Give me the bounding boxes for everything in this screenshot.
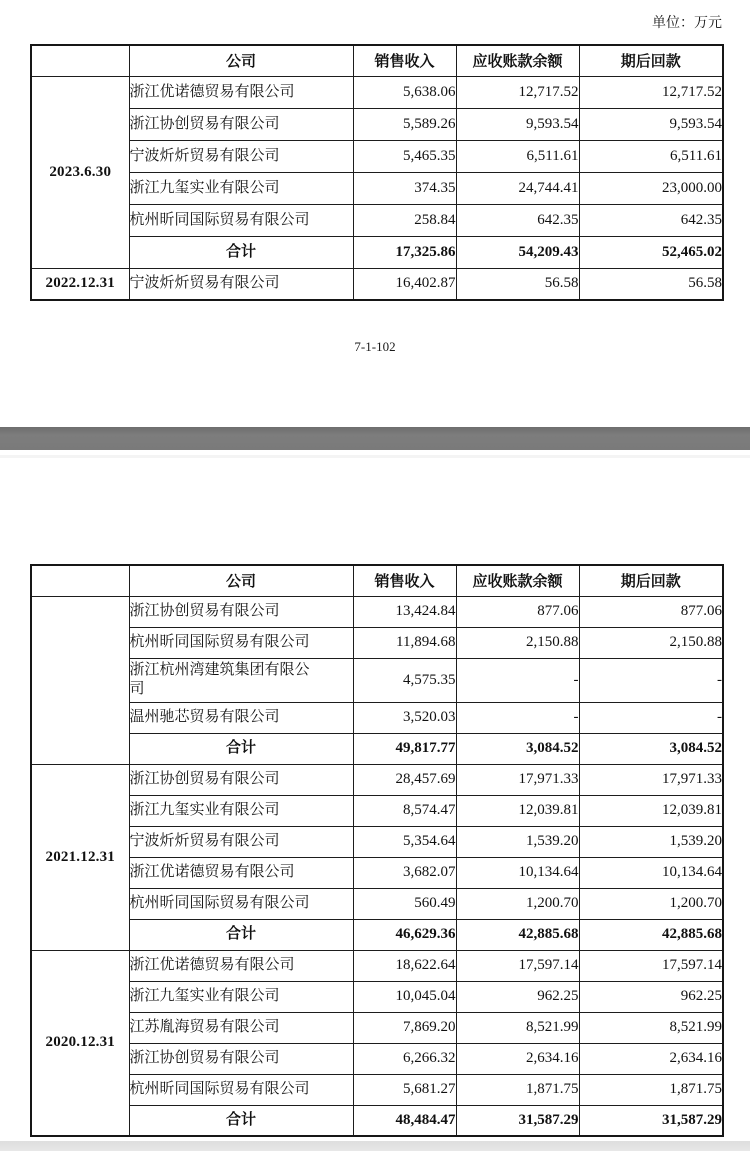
receivable-cell: 962.25: [456, 981, 579, 1012]
company-cell: 浙江九玺实业有限公司: [129, 981, 353, 1012]
receivable-cell: -: [456, 658, 579, 702]
collection-cell: 1,200.70: [579, 888, 723, 919]
total-row: [31, 919, 723, 950]
receivable-cell: 1,539.20: [456, 826, 579, 857]
company-cell: 浙江协创贸易有限公司: [129, 596, 353, 627]
company-cell: 宁波炘炘贸易有限公司: [129, 140, 353, 172]
sales-cell: 6,266.32: [353, 1043, 456, 1074]
company-cell: 浙江优诺德贸易有限公司: [129, 76, 353, 108]
collection-cell: -: [579, 702, 723, 733]
sales-cell: 28,457.69: [353, 764, 456, 795]
total-row: [31, 236, 723, 268]
receivable-cell: 10,134.64: [456, 857, 579, 888]
table-row: [31, 1074, 723, 1105]
receivable-cell: 2,634.16: [456, 1043, 579, 1074]
sales-cell: 5,589.26: [353, 108, 456, 140]
receivable-cell: 877.06: [456, 596, 579, 627]
receivable-total-cell: 3,084.52: [456, 733, 579, 764]
receivable-cell: 2,150.88: [456, 627, 579, 658]
period-cell: [31, 596, 129, 764]
receivables-table-page1: [30, 44, 724, 301]
collection-cell: 12,039.81: [579, 795, 723, 826]
collection-cell: 9,593.54: [579, 108, 723, 140]
total-row: [31, 733, 723, 764]
sales-cell: 13,424.84: [353, 596, 456, 627]
table-row: [31, 888, 723, 919]
collection-total-cell: 31,587.29: [579, 1105, 723, 1136]
viewer-background-strip: [0, 1141, 750, 1151]
header-collection: 期后回款: [579, 45, 723, 76]
table-row: [31, 1043, 723, 1074]
company-cell: 杭州昕同国际贸易有限公司: [129, 627, 353, 658]
company-cell: 浙江九玺实业有限公司: [129, 172, 353, 204]
collection-cell: 17,971.33: [579, 764, 723, 795]
table-row: [31, 981, 723, 1012]
collection-cell: 962.25: [579, 981, 723, 1012]
table-row: [31, 950, 723, 981]
company-cell: 浙江优诺德贸易有限公司: [129, 950, 353, 981]
header-collection: 期后回款: [579, 565, 723, 596]
collection-cell: -: [579, 658, 723, 702]
collection-cell: 877.06: [579, 596, 723, 627]
collection-cell: 6,511.61: [579, 140, 723, 172]
collection-cell: 1,539.20: [579, 826, 723, 857]
total-label: 合计: [129, 919, 353, 950]
receivable-cell: 12,039.81: [456, 795, 579, 826]
page-break-bar: [0, 427, 750, 450]
sales-cell: 5,354.64: [353, 826, 456, 857]
company-cell: 浙江杭州湾建筑集团有限公司: [129, 658, 353, 702]
collection-total-cell: 42,885.68: [579, 919, 723, 950]
collection-cell: 2,150.88: [579, 627, 723, 658]
receivable-total-cell: 54,209.43: [456, 236, 579, 268]
table-row: [31, 140, 723, 172]
header-period-cell: [31, 565, 129, 596]
table-row: [31, 108, 723, 140]
header-company: 公司: [129, 45, 353, 76]
table-row: [31, 172, 723, 204]
sales-total-cell: 48,484.47: [353, 1105, 456, 1136]
collection-cell: 642.35: [579, 204, 723, 236]
period-cell: 2020.12.31: [31, 950, 129, 1136]
table-header-row: [31, 45, 723, 76]
table-header-row: [31, 565, 723, 596]
receivable-cell: 9,593.54: [456, 108, 579, 140]
sales-cell: 5,465.35: [353, 140, 456, 172]
sales-cell: 18,622.64: [353, 950, 456, 981]
receivable-cell: 12,717.52: [456, 76, 579, 108]
collection-cell: 12,717.52: [579, 76, 723, 108]
table-row: [31, 1012, 723, 1043]
collection-total-cell: 3,084.52: [579, 733, 723, 764]
table-row: [31, 764, 723, 795]
collection-cell: 8,521.99: [579, 1012, 723, 1043]
total-label: 合计: [129, 1105, 353, 1136]
total-label: 合计: [129, 236, 353, 268]
unit-label: 单位：万元: [652, 16, 722, 31]
header-company: 公司: [129, 565, 353, 596]
header-period-cell: [31, 45, 129, 76]
receivable-total-cell: 31,587.29: [456, 1105, 579, 1136]
company-cell: 杭州昕同国际贸易有限公司: [129, 888, 353, 919]
receivable-cell: -: [456, 702, 579, 733]
company-cell: 浙江协创贸易有限公司: [129, 1043, 353, 1074]
table-row: [31, 658, 723, 702]
table-row: [31, 795, 723, 826]
company-cell: 杭州昕同国际贸易有限公司: [129, 204, 353, 236]
table-row: [31, 857, 723, 888]
page-number: 7-1-102: [354, 339, 396, 354]
table-row: [31, 627, 723, 658]
receivable-cell: 1,871.75: [456, 1074, 579, 1105]
receivables-table-page2: [30, 564, 724, 1137]
total-label: 合计: [129, 733, 353, 764]
sales-cell: 4,575.35: [353, 658, 456, 702]
total-row: [31, 1105, 723, 1136]
sales-cell: 7,869.20: [353, 1012, 456, 1043]
collection-cell: 56.58: [579, 268, 723, 300]
receivable-cell: 17,971.33: [456, 764, 579, 795]
period-cell: 2022.12.31: [31, 268, 129, 300]
header-sales: 销售收入: [353, 565, 456, 596]
collection-total-cell: 52,465.02: [579, 236, 723, 268]
company-cell: 浙江协创贸易有限公司: [129, 764, 353, 795]
table-row: [31, 268, 723, 300]
period-cell: 2023.6.30: [31, 76, 129, 268]
table-row: [31, 702, 723, 733]
receivable-cell: 17,597.14: [456, 950, 579, 981]
table-row: [31, 826, 723, 857]
sales-cell: 5,681.27: [353, 1074, 456, 1105]
receivable-cell: 642.35: [456, 204, 579, 236]
sales-cell: 5,638.06: [353, 76, 456, 108]
sales-cell: 3,520.03: [353, 702, 456, 733]
page-edge-line: [0, 455, 750, 458]
collection-cell: 23,000.00: [579, 172, 723, 204]
company-cell: 浙江协创贸易有限公司: [129, 108, 353, 140]
collection-cell: 10,134.64: [579, 857, 723, 888]
sales-total-cell: 46,629.36: [353, 919, 456, 950]
header-receivable: 应收账款余额: [456, 565, 579, 596]
company-cell: 江苏胤海贸易有限公司: [129, 1012, 353, 1043]
period-cell: 2021.12.31: [31, 764, 129, 950]
company-cell: 宁波炘炘贸易有限公司: [129, 826, 353, 857]
header-receivable: 应收账款余额: [456, 45, 579, 76]
sales-cell: 560.49: [353, 888, 456, 919]
table-row: [31, 204, 723, 236]
receivable-cell: 24,744.41: [456, 172, 579, 204]
sales-cell: 11,894.68: [353, 627, 456, 658]
company-cell: 浙江九玺实业有限公司: [129, 795, 353, 826]
table-row: [31, 76, 723, 108]
company-cell: 温州驰芯贸易有限公司: [129, 702, 353, 733]
receivable-total-cell: 42,885.68: [456, 919, 579, 950]
table-row: [31, 596, 723, 627]
receivable-cell: 56.58: [456, 268, 579, 300]
sales-cell: 374.35: [353, 172, 456, 204]
company-cell: 杭州昕同国际贸易有限公司: [129, 1074, 353, 1105]
sales-cell: 16,402.87: [353, 268, 456, 300]
sales-total-cell: 17,325.86: [353, 236, 456, 268]
receivable-cell: 6,511.61: [456, 140, 579, 172]
company-cell: 宁波炘炘贸易有限公司: [129, 268, 353, 300]
receivable-cell: 8,521.99: [456, 1012, 579, 1043]
receivable-cell: 1,200.70: [456, 888, 579, 919]
collection-cell: 2,634.16: [579, 1043, 723, 1074]
sales-total-cell: 49,817.77: [353, 733, 456, 764]
header-sales: 销售收入: [353, 45, 456, 76]
collection-cell: 1,871.75: [579, 1074, 723, 1105]
sales-cell: 258.84: [353, 204, 456, 236]
sales-cell: 3,682.07: [353, 857, 456, 888]
company-cell: 浙江优诺德贸易有限公司: [129, 857, 353, 888]
sales-cell: 8,574.47: [353, 795, 456, 826]
collection-cell: 17,597.14: [579, 950, 723, 981]
sales-cell: 10,045.04: [353, 981, 456, 1012]
